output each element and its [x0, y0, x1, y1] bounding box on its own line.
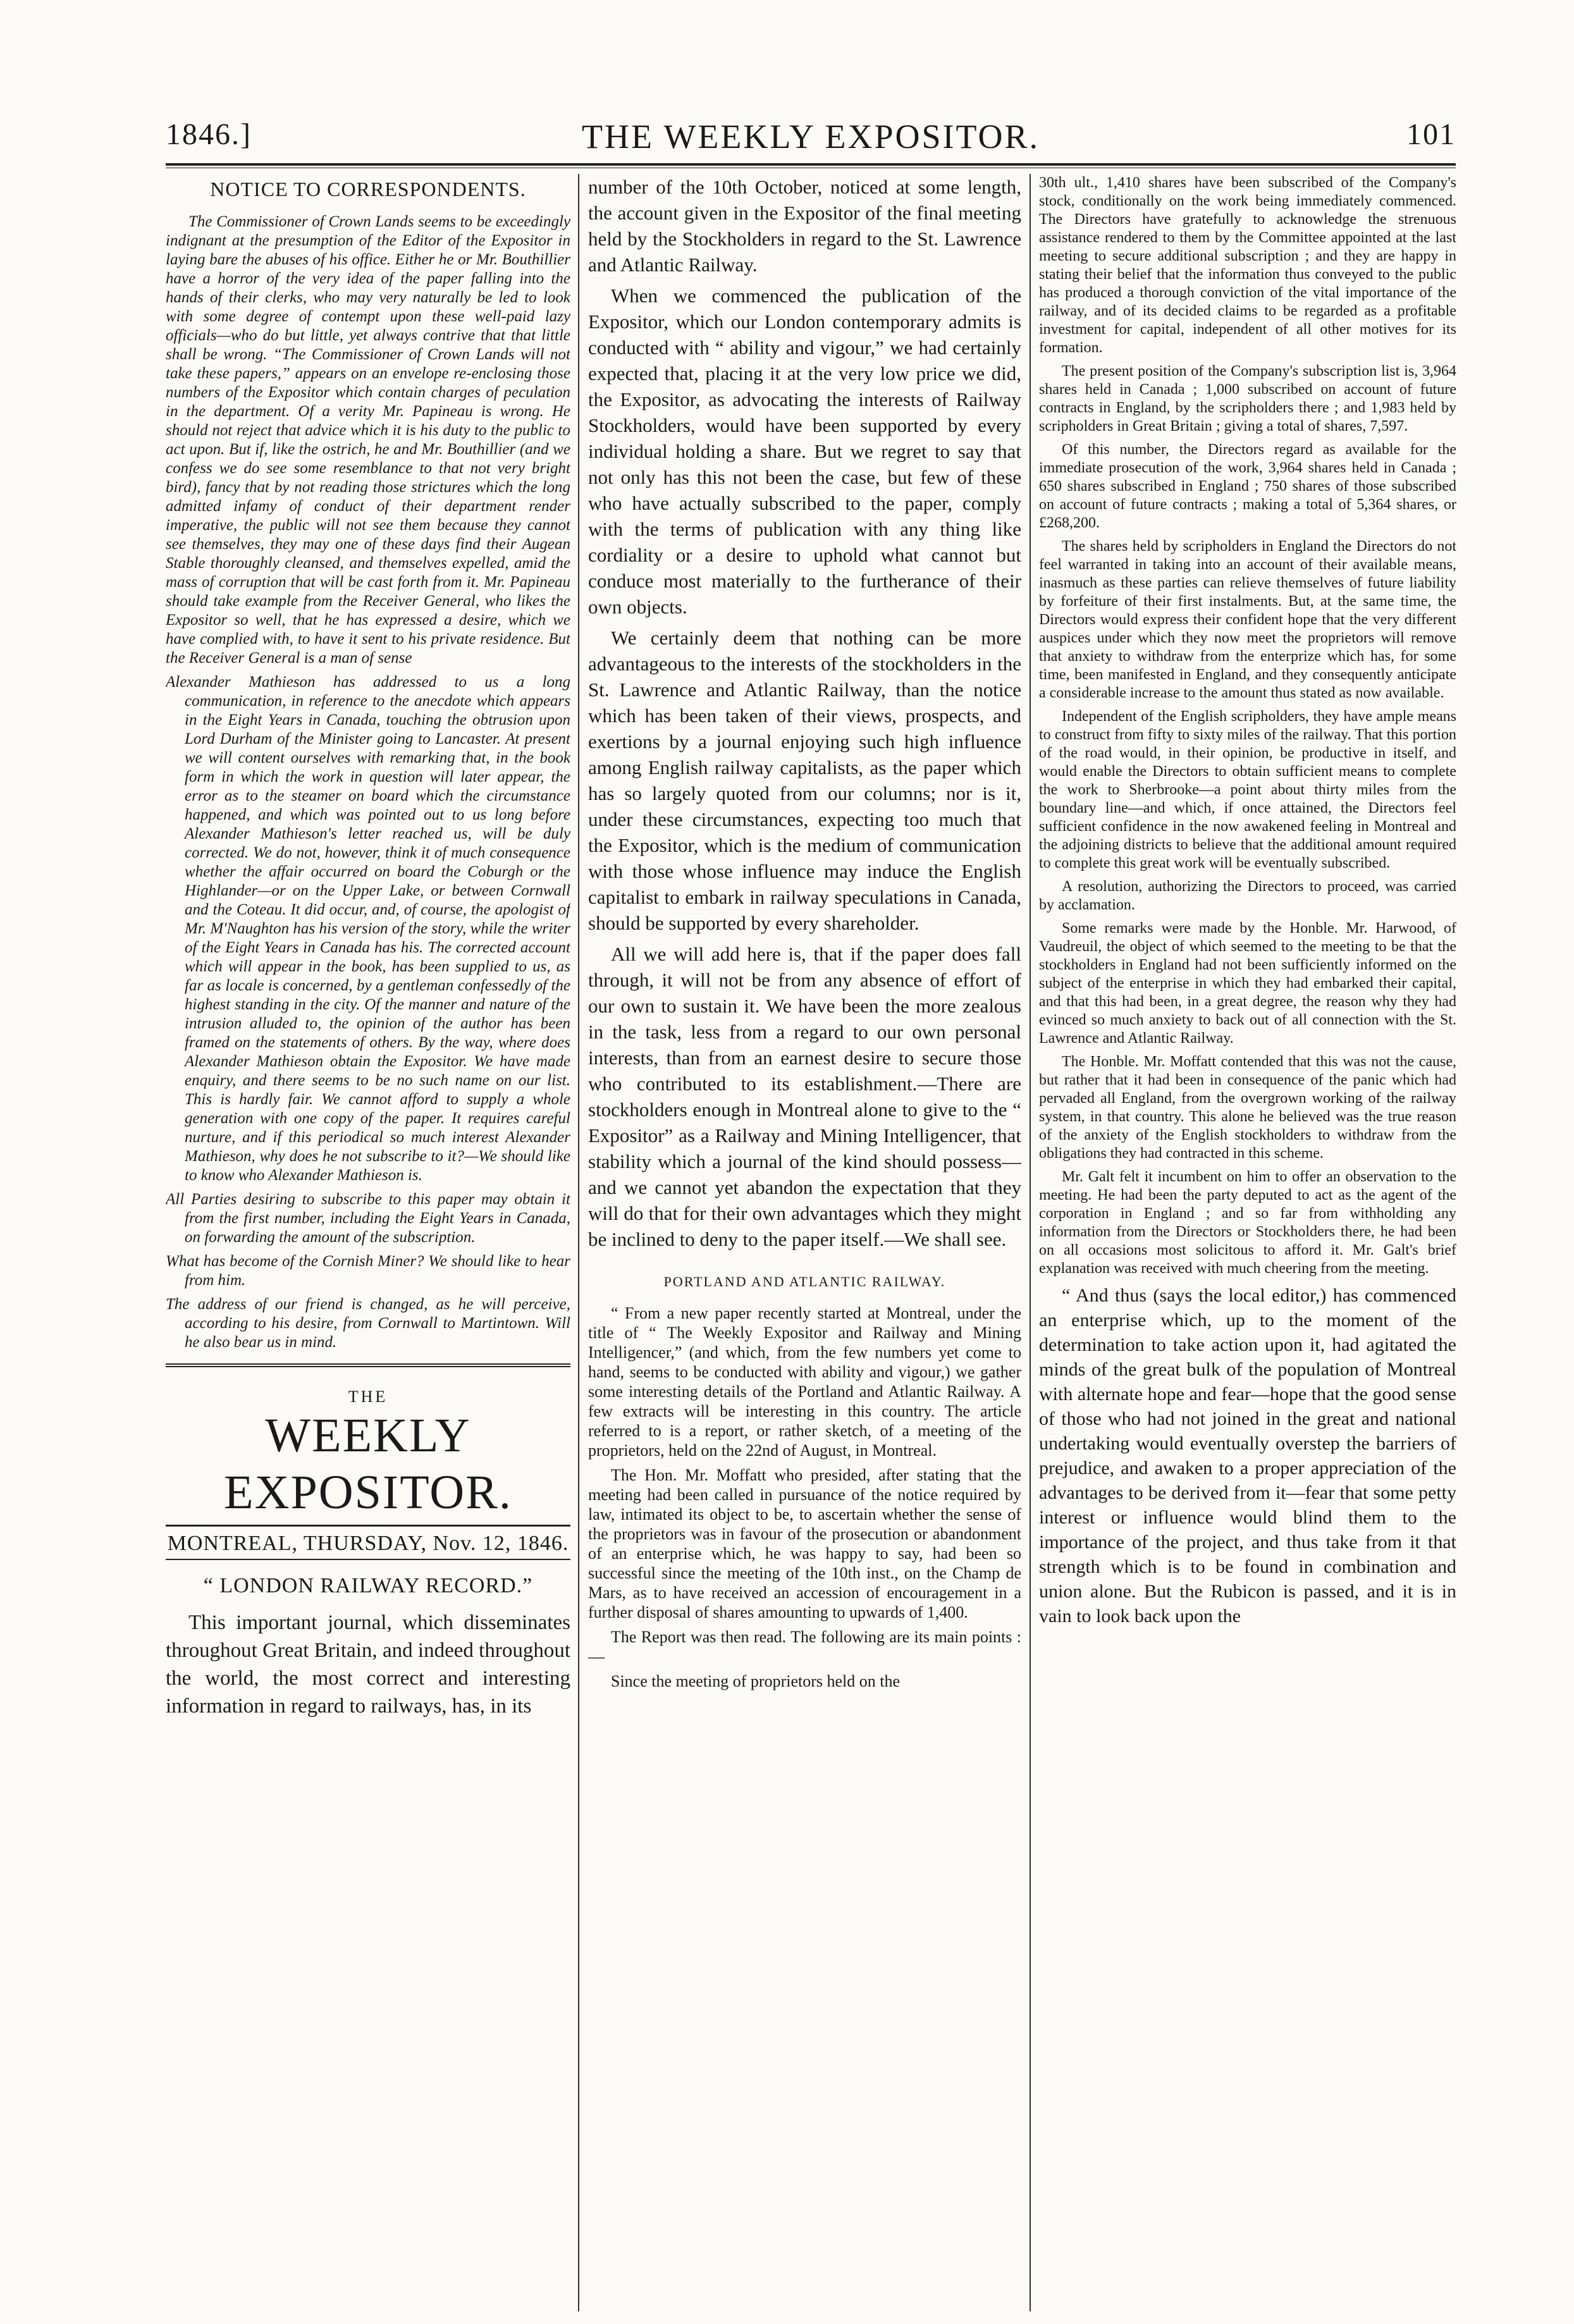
- article-paragraph: Of this number, the Directors regard as available for the immediate prosecution of the work, 3,964 shares held in Canada ; 650 shares subscribed in England ; 750 shares of those subscribed on account of future contracts ; making a total of 5,364 shares, or £268,200.: [1039, 441, 1456, 531]
- article-subheading: PORTLAND AND ATLANTIC RAILWAY.: [663, 1274, 946, 1289]
- page-header: [166, 117, 1456, 156]
- header-year: 1846.]: [166, 118, 252, 151]
- article-paragraph: Mr. Galt felt it incumbent on him to offer an observation to the meeting. He had been the party deputed to act as the agent of the corporation in England ; and so far from withholding any information from the Directors or Stockholders there, he had been on all occasions most solicitous to afford it. Mr. Galt's brief explanation was received with much cheering from the meeting.: [1039, 1169, 1456, 1277]
- notice-to-correspondents: [166, 179, 570, 1352]
- header-title: THE WEEKLY EXPOSITOR.: [581, 118, 1040, 156]
- masthead-top-rule: [166, 1363, 570, 1367]
- notice-paragraph: Alexander Mathieson has addressed to us a long communication, in reference to the anecdote which appears in the Eight Years in Canada, touching the obtrusion upon Lord Durham of the Minister going to Lancaster. At present we will content ourselves with remarking that, in the book form in which the work in question will later appear, the error as to the steamer on board which the circumstance happened, and which was pointed out to us long before Alexander Mathieson's letter reached us, will be duly corrected. We do not, however, think it of much consequence whether the affair occurred on board the Coburgh or the Highlander—or on the Upper Lake, or between Cornwall and the Coteau. It did occur, and, of course, the apologist of Mr. M'Naughton has his version of the story, while the writer of the Eight Years in Canada has his. The corrected account which will appear in the book, has been supplied to us, as far as locale is concerned, by a gentleman confessedly of the highest standing in the city. Of the manner and nature of the intrusion alluded to, the opinion of the author has been framed on the statements of others. By the way, where does Alexander Mathieson obtain the Expositor. We have made enquiry, and there seems to be no such name on our list. This is hardly fair. We cannot afford to supply a whole generation with one copy of the paper. It requires careful nurture, and if this periodical so much interest Alexander Mathieson, why does he not subscribe to it?—We should like to know who Alexander Mathieson is.: [166, 673, 570, 1184]
- masthead-title: WEEKLY EXPOSITOR.: [224, 1409, 512, 1519]
- header-rule: [166, 163, 1456, 168]
- notice-heading: NOTICE TO CORRESPONDENTS.: [210, 178, 526, 200]
- article-paragraph: Since the meeting of proprietors held on the: [611, 1672, 901, 1690]
- article-paragraph: Some remarks were made by the Honble. Mr. Harwood, of Vaudreuil, the object of which seemed to the meeting to be that the stockholders in England had not been sufficiently informed on the subject of the enterprise in which they had embarked their capital, and that this had been, in a great degree, the reason why they had evinced so much anxiety to back out of all connection with the St. Lawrence and Atlantic Railway.: [1039, 920, 1456, 1047]
- article-paragraph: The shares held by scripholders in England the Directors do not feel warranted in taking into an account of their available means, inasmuch as these parties can relieve themselves of future liability by forfeiture of their first instalments. But, at the same time, the Directors would express their confident hope that the very different auspices under which they now meet the proprietors will remove that anxiety to withdraw from the enterprize which has, for some time, been manifested in England, and they consequently anticipate a considerable increase to the amount thus stated as now available.: [1039, 538, 1456, 701]
- article-paragraph: number of the 10th October, noticed at some length, the account given in the Expositor of the final meeting held by the Stockholders in regard to the St. Lawrence and Atlantic Railway.: [588, 176, 1021, 276]
- article-paragraph: This important journal, which disseminates throughout Great Britain, and indeed throughout the world, the most correct and interesting information in regard to railways, has, in its: [166, 1611, 570, 1718]
- page-number: 101: [1406, 118, 1456, 151]
- notice-paragraph: The Commissioner of Crown Lands seems to be exceedingly indignant at the presumption of the Editor of the Expositor in laying bare the abuses of his office. Either he or Mr. Bouthillier have a horror of the very idea of the paper falling into the hands of their clerks, who may very naturally be led to look with some degree of contempt upon these well-paid lazy officials—who do but little, yet always contrive that that little shall be wrong. “The Commissioner of Crown Lands will not take these papers,” appears on an envelope re-enclosing those numbers of the Expositor which contain charges of peculation in the department. Of a verity Mr. Papineau is wrong. He should not reject that advice which it is his duty to the public to act upon. But if, like the ostrich, he and Mr. Bouthillier (and we confess we do see some resemblance to that not very bright bird), fancy that by not reading those strictures which the long admitted infamy of conduct of their department render imperative, the public will not see them because they cannot see themselves, they may one of these days find their Augean Stable thoroughly cleansed, and themselves expelled, amid the mass of corruption that will be cast forth from it. Mr. Papineau should take example from the Receiver General, who likes the Expositor so well, that he has expressed a desire, which we have complied with, to have it sent to his private residence. But the Receiver General is a man of sense: [166, 213, 570, 667]
- masthead-rule: [166, 1525, 570, 1527]
- article-paragraph: The present position of the Company's subscription list is, 3,964 shares held in Canada ; 1,000 subscribed on account of future contracts in England, by the scripholders there ; and 1,983 held by scripholders in Great Britain ; giving a total of shares, 7,597.: [1039, 363, 1456, 434]
- column-rule-2: [1030, 174, 1031, 2311]
- article-paragraph: We certainly deem that nothing can be more advantageous to the interests of the stockholders in the St. Lawrence and Atlantic Railway, than the notice which has been taken of their views, prospects, and exertions by a journal enjoying such high influence among English railway capitalists, as the paper which has so largely quoted from our columns; nor is it, under these circumstances, expecting too much that the Expositor, which is the medium of communication with those whose influence may induce the English capitalist to embark in railway speculations in Canada, should be supported by every shareholder.: [588, 627, 1021, 934]
- article-paragraph: 30th ult., 1,410 shares have been subscribed of the Company's stock, conditionally on the work being immediately commenced. The Directors have gratefully to acknowledge the strenuous assistance rendered to them by the Committee appointed at the last meeting to secure additional subscription ; and they are happy in stating their belief that the information thus conveyed to the public has produced a thorough conviction of the vital importance of the railway, and of its decided claims to be regarded as a profitable investment for capital, independent of all other motives for its formation.: [1039, 175, 1456, 356]
- masthead-the: THE: [348, 1387, 388, 1406]
- masthead-dateline: MONTREAL, THURSDAY, Nov. 12, 1846.: [167, 1532, 569, 1555]
- article-paragraph: The Hon. Mr. Moffatt who presided, after stating that the meeting had been called in pursuance of the notice required by law, intimated its object to be, to ascertain whether the sense of the proprietors was in favour of the prosecution or abandonment of an enterprise which, he was happy to say, had been so successful since the meeting of the 10th inst., on the Champ de Mars, as to have received an accession of encouragement in a further disposal of shares amounting to upwards of 1,400.: [588, 1466, 1021, 1621]
- notice-paragraph: All Parties desiring to subscribe to this paper may obtain it from the first number, including the Eight Years in Canada, on forwarding the amount of the subscription.: [166, 1191, 570, 1246]
- column-rule-1: [578, 174, 579, 2311]
- article-paragraph: All we will add here is, that if the paper does fall through, it will not be from any absence of effort of our own to sustain it. We have been the more zealous in the task, less from a regard to our own personal interests, than from an earnest desire to secure those who contributed to its establishment.—There are stockholders enough in Montreal alone to give to the “ Expositor” as a Railway and Mining Intelligencer, that stability which a journal of the kind should possess—and we cannot yet abandon the expectation that they will do that for their own advantages which they might be inclined to deny to the paper itself.—We shall see.: [588, 943, 1021, 1250]
- article-heading: “ LONDON RAILWAY RECORD.”: [203, 1574, 533, 1597]
- editor-commentary: [1039, 1283, 1456, 1628]
- column-3: [1039, 174, 1456, 2311]
- article-paragraph: Independent of the English scripholders, they have ample means to construct from fifty to sixty miles of the railway. That this portion of the road would, in their opinion, be productive in itself, and would enable the Directors to obtain sufficient means to complete the work to Sherbrooke—a point about thirty miles from the boundary line—and which, if once attained, the Directors feel sufficient confidence in the now awakened feeling in Montreal and the adjoining districts to believe that the additional amount required to complete this great work will be eventually subscribed.: [1039, 708, 1456, 871]
- article-paragraph: When we commenced the publication of the Expositor, which our London contemporary admits is conducted with “ ability and vigour,” we had certainly expected that, placing it at the very low price we did, the Expositor, as advocating the interests of Railway Stockholders, would have been supported by every individual holding a share. But we regret to say that not only has this not been the case, but few of these who have actually subscribed to the paper, comply with the terms of publication with any thing like cordiality or a desire to uphold what cannot but conduce most materially to the furtherance of their own objects.: [588, 285, 1021, 618]
- notice-paragraph: What has become of the Cornish Miner? We should like to hear from him.: [166, 1253, 570, 1289]
- article-paragraph: A resolution, authorizing the Directors to proceed, was carried by acclamation.: [1039, 878, 1456, 913]
- masthead-bottom-rule: [166, 1559, 570, 1560]
- article-paragraph: The Report was then read. The following are its main points :—: [588, 1628, 1021, 1666]
- notice-paragraph: The address of our friend is changed, as he will perceive, according to his desire, from Cornwall to Martintown. Will he also bear us in mind.: [166, 1296, 570, 1351]
- railway-report: [588, 1303, 1021, 1691]
- article-paragraph: The Honble. Mr. Moffatt contended that this was not the cause, but rather that it had been in consequence of the panic which had pervaded all England, from the overgrown working of the railway system, in that country. This alone he believed was the true reason of the anxiety of the English stockholders to withdraw from the obligations they had contracted in this scheme.: [1039, 1054, 1456, 1162]
- article-paragraph: “ And thus (says the local editor,) has commenced an enterprise which, up to the moment of the determination to take action upon it, had agitated the minds of the great bulk of the population of Montreal with alternate hope and fear—hope that the good sense of those who had not joined in the great and national undertaking would eventually overstep the barriers of prejudice, and awaken to a proper appreciation of the advantages to be derived from it—fear that some petty interest or influence would blind them to the importance of the project, and thus take from it that strength which is to be found in combination and union alone. But the Rubicon is passed, and it is in vain to look back upon the: [1039, 1285, 1456, 1626]
- article-paragraph: “ From a new paper recently started at Montreal, under the title of “ The Weekly Expositor and Railway and Mining Intelligencer,” (and which, from the few numbers yet come to hand, seems to be conducted with ability and vigour,) we gather some interesting details of the Portland and Atlantic Railway. A few extracts will be interesting in this country. The article referred to is a report, or rather sketch, of a meeting of the proprietors, held on the 22nd of August, in Montreal.: [588, 1304, 1021, 1460]
- column-1: [166, 174, 570, 2311]
- column-2: [588, 174, 1021, 2311]
